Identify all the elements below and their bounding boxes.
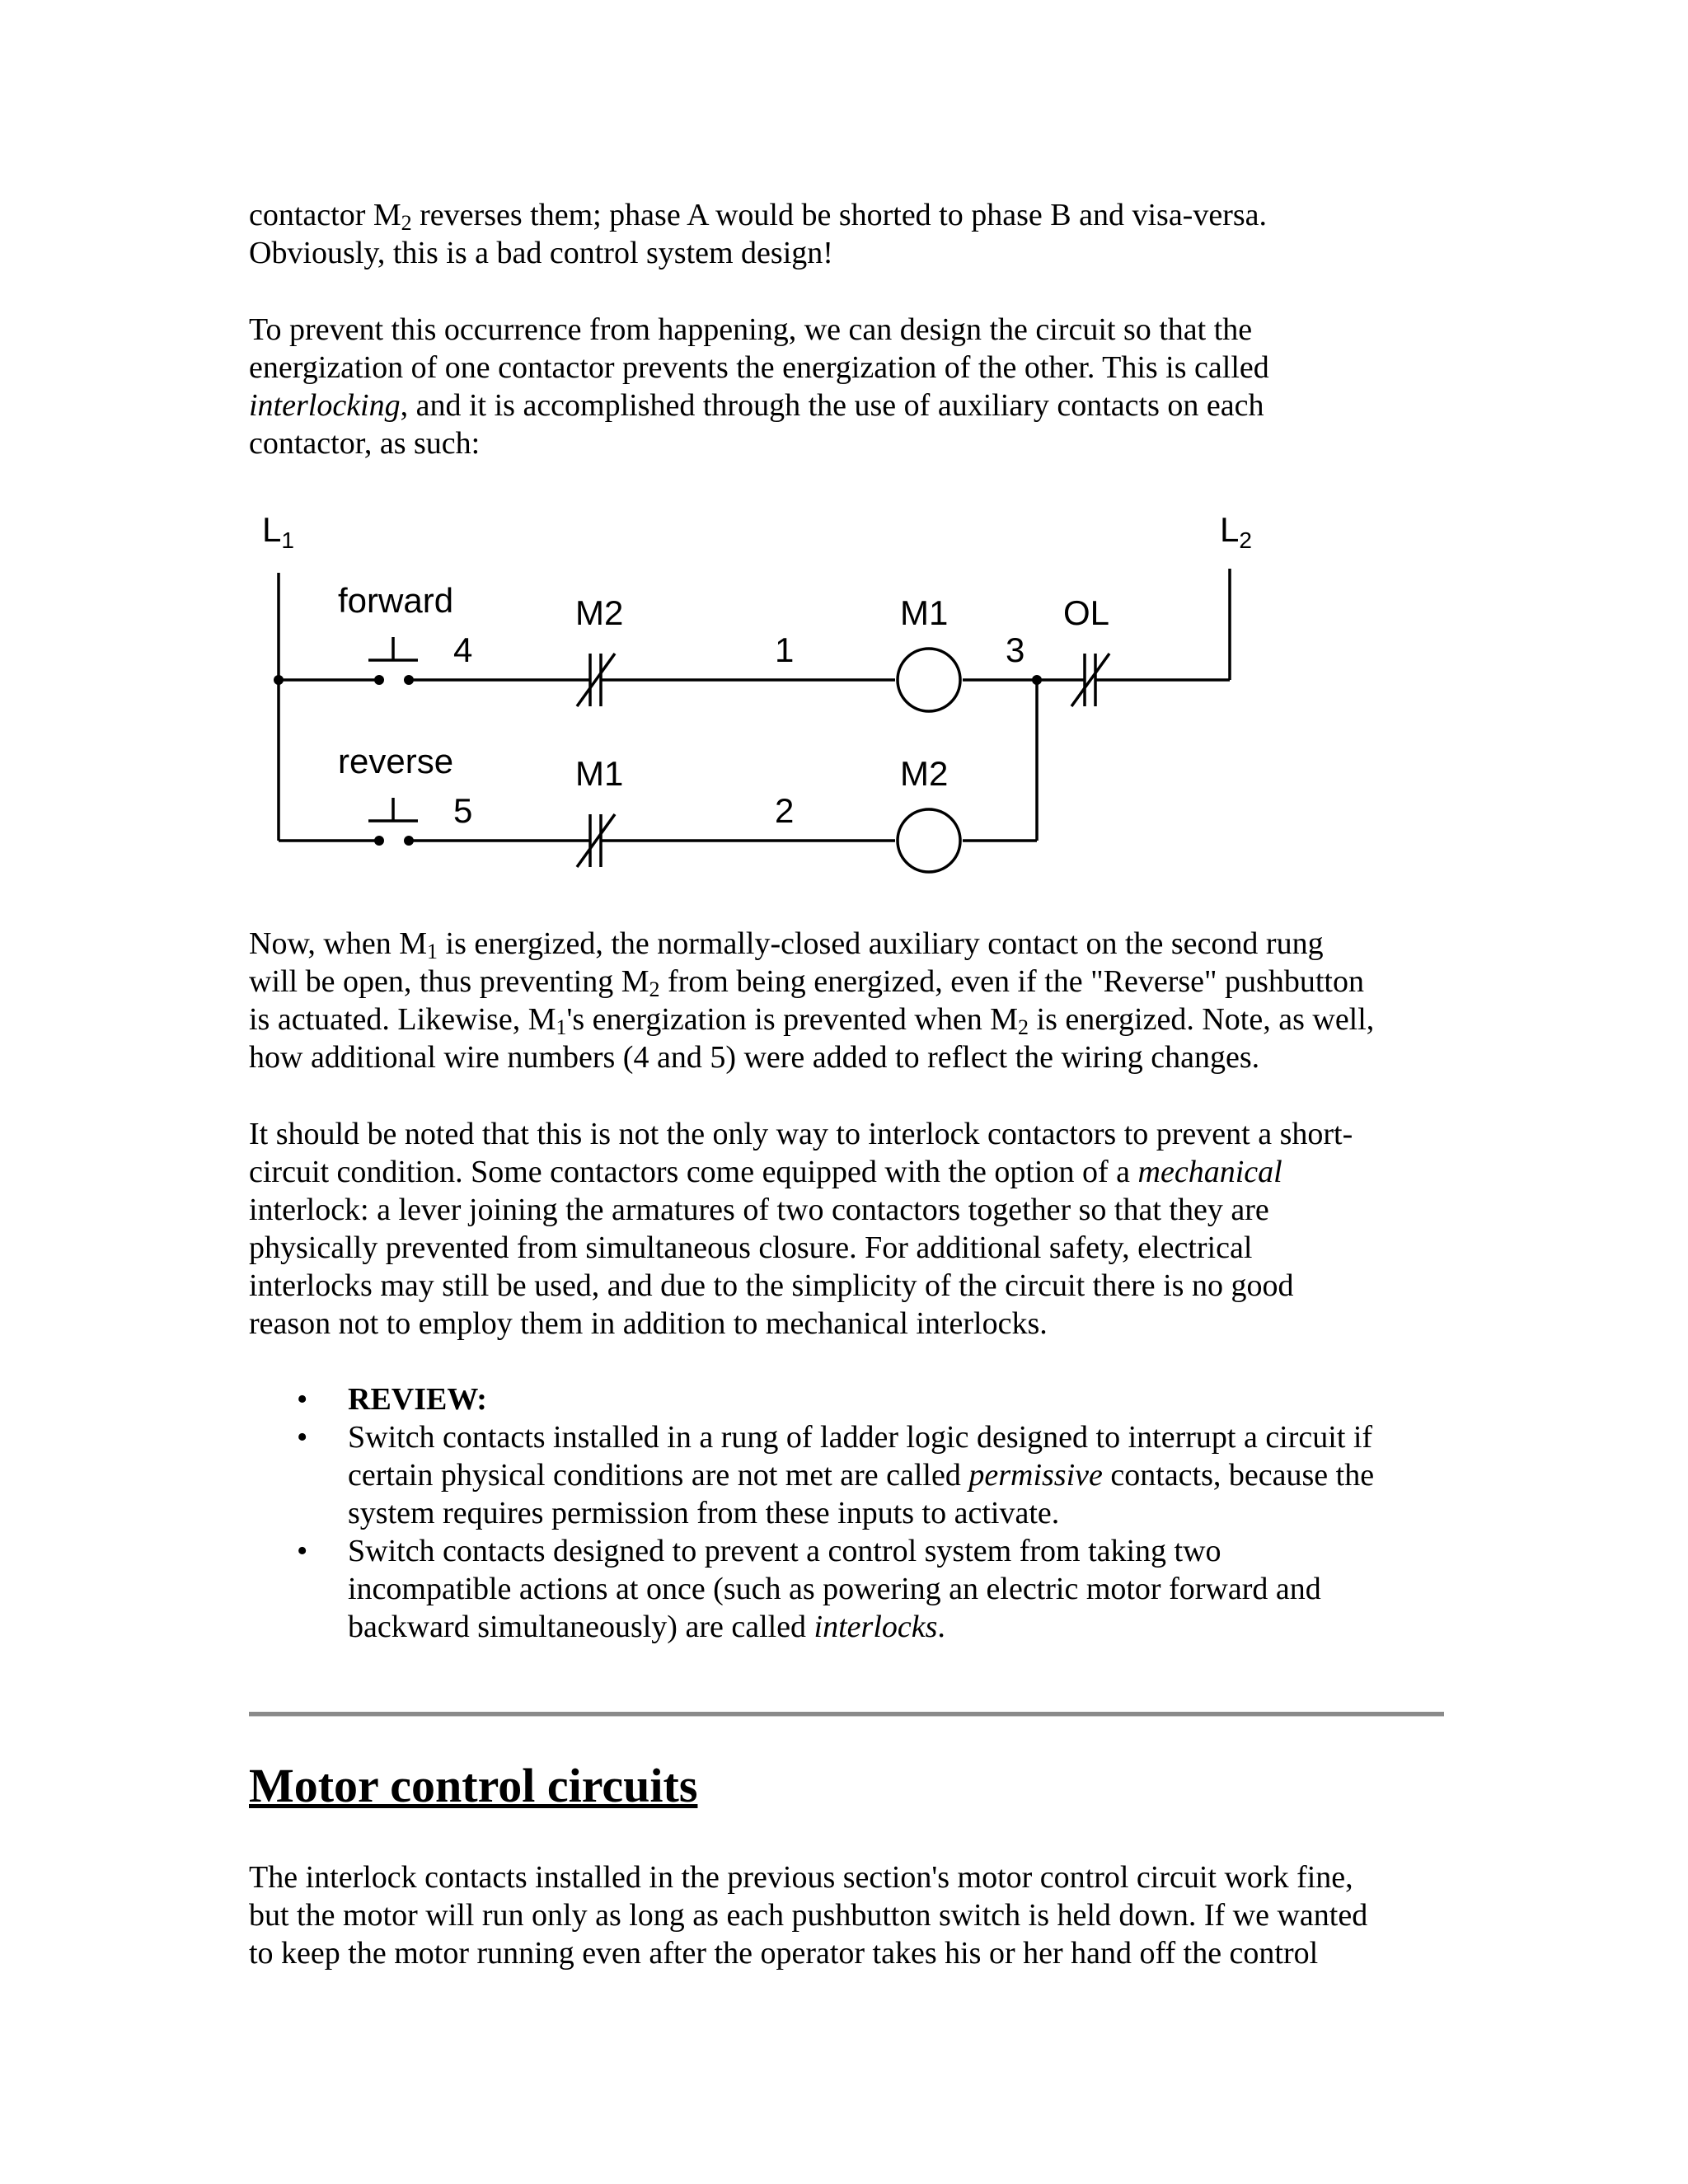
text-line: interlocks may still be used, and due to the simplicity of the circuit there is no good [249, 1268, 1294, 1303]
text-line: how additional wire numbers (4 and 5) were added to reflect the wiring changes. [249, 1040, 1260, 1075]
m2-coil [898, 809, 960, 872]
rail-label-l1: L1 [262, 510, 294, 553]
text-line: contactor, as such: [249, 426, 481, 461]
paragraph-explanation [249, 925, 1444, 1076]
term-permissive: permissive [968, 1458, 1103, 1493]
text-line: Obviously, this is a bad control system design! [249, 236, 833, 270]
paragraph-motor-control [249, 1858, 1444, 1972]
wire-number-3: 3 [1006, 630, 1025, 669]
wire-number-1: 1 [775, 630, 795, 669]
pushbutton-terminal [374, 675, 384, 685]
text-line: contactor $M_2$ reverses them; phase A would be shorted to phase B and visa-versa. [249, 198, 1268, 235]
text-line: will be open, thus preventing $M_2$ from being energized, even if the "Reverse" pushbutton [249, 964, 1364, 1001]
ladder-diagram-svg [247, 507, 1319, 894]
term-mechanical: mechanical [1137, 1155, 1282, 1189]
label-forward: forward [338, 581, 454, 620]
section-divider [249, 1712, 1444, 1717]
text-line: The interlock contacts installed in the previous section's motor control circuit work fine, [249, 1860, 1353, 1895]
label-overload: OL [1063, 593, 1110, 632]
text-line: It should be noted that this is not the only way to interlock contactors to prevent a short- [249, 1117, 1353, 1151]
text-line: circuit condition. Some contactors come equipped with the option of a mechanical [249, 1155, 1282, 1189]
text-line: energization of one contactor prevents the energization of the other. This is called [249, 350, 1269, 385]
text-line: To prevent this occurrence from happening, we can design the circuit so that the [249, 312, 1253, 347]
label-m2-coil: M2 [900, 754, 949, 793]
text-line: but the motor will run only as long as each pushbutton switch is held down. If we wanted [249, 1898, 1368, 1933]
paragraph-mechanical-interlock [249, 1115, 1444, 1343]
bullet-icon: • [297, 1534, 308, 1568]
text-line: to keep the motor running even after the operator takes his or her hand off the control [249, 1936, 1319, 1971]
text-line: is actuated. Likewise, $M_1's$ energization is prevented when $M_2$ is energized. Note, as well, [249, 1002, 1375, 1039]
label-reverse: reverse [338, 742, 454, 780]
review-item: • Switch contacts designed to prevent a control system from taking two incompatible actions at once (such as powering an electric motor forward and backward simultaneously) are called interlocks. [297, 1534, 1321, 1644]
text-line: interlocking, and it is accomplished through the use of auxiliary contacts on each [249, 388, 1264, 423]
label-m2-contact: M2 [575, 593, 624, 632]
m1-coil [898, 649, 960, 711]
label-m1-coil: M1 [900, 593, 949, 632]
review-heading: • REVIEW: [297, 1382, 487, 1417]
pushbutton-terminal [404, 675, 414, 685]
wire-number-2: 2 [775, 791, 795, 830]
label-m1-contact: M1 [575, 754, 624, 793]
junction-dot [274, 675, 284, 685]
junction-dot [1032, 675, 1042, 685]
review-item: • Switch contacts installed in a rung of ladder logic designed to interrupt a circuit if certain physical conditions are not met are called permissive contacts, because the system requires permission from these inputs to activate. [297, 1420, 1375, 1530]
rail-label-l2: L2 [1220, 510, 1252, 553]
paragraph-interlocking [249, 311, 1444, 462]
bullet-icon: • [297, 1420, 308, 1455]
text-line: reason not to employ them in addition to mechanical interlocks. [249, 1306, 1048, 1341]
wire-number-4: 4 [453, 630, 473, 669]
review-list [249, 1380, 1444, 1646]
text-line: interlock: a lever joining the armatures of two contactors together so that they are [249, 1193, 1269, 1227]
bullet-icon: • [297, 1382, 308, 1417]
wire-number-5: 5 [453, 791, 473, 830]
term-interlocking: interlocking [249, 388, 401, 423]
ladder-diagram [247, 507, 1319, 894]
term-interlocks: interlocks [814, 1610, 938, 1644]
section-title[interactable]: Motor control circuits [249, 1759, 698, 1812]
pushbutton-terminal [374, 836, 384, 846]
forward-pushbutton [368, 637, 418, 660]
pushbutton-terminal [404, 836, 414, 846]
paragraph-intro [249, 196, 1444, 272]
text-line: physically prevented from simultaneous closure. For additional safety, electrical [249, 1230, 1253, 1265]
text-line: Now, when $M_1$ is energized, the normally-closed auxiliary contact on the second rung [249, 926, 1324, 963]
reverse-pushbutton [368, 798, 418, 821]
